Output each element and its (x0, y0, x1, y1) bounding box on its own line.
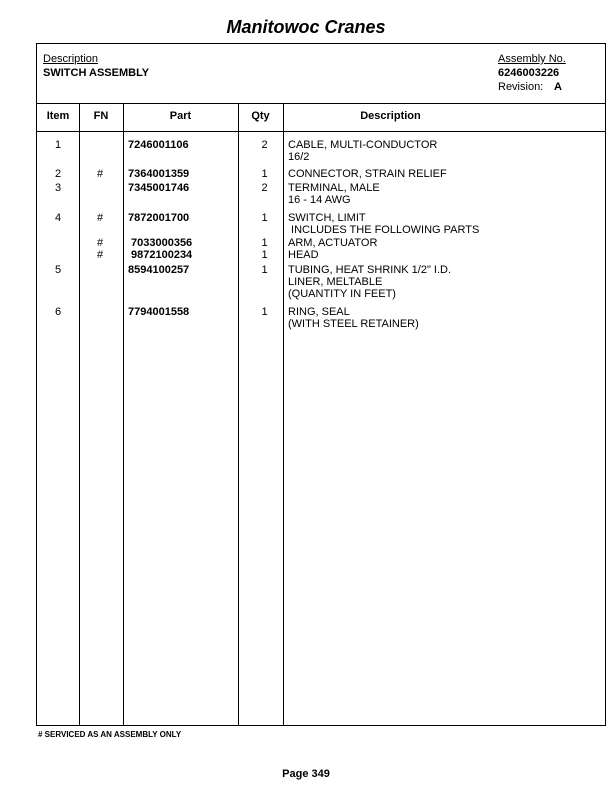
description-value: SWITCH ASSEMBLY (43, 67, 150, 79)
item-number: 3 (54, 182, 62, 194)
column-header-description: Description (360, 110, 421, 122)
description-line: SWITCH, LIMIT (288, 212, 366, 224)
description-line: CONNECTOR, STRAIN RELIEF (288, 168, 447, 180)
description-line: 16/2 (288, 151, 310, 163)
description-line: INCLUDES THE FOLLOWING PARTS (288, 224, 480, 236)
revision-value: A (554, 81, 562, 93)
quantity: 1 (261, 306, 268, 318)
assembly-no-value: 6246003226 (498, 67, 560, 79)
column-header-fn: FN (93, 110, 109, 122)
part-number: 7364001359 (128, 168, 190, 180)
assembly-no-label: Assembly No. (498, 53, 566, 65)
column-header-qty: Qty (251, 110, 270, 122)
column-divider (79, 103, 80, 725)
part-number: 7033000356 (131, 237, 193, 249)
description-line: RING, SEAL (288, 306, 350, 318)
item-number: 4 (54, 212, 62, 224)
fn-mark: # (96, 249, 104, 261)
quantity: 1 (261, 212, 268, 224)
description-line: LINER, MELTABLE (288, 276, 383, 288)
quantity: 1 (261, 264, 268, 276)
part-number: 8594100257 (128, 264, 190, 276)
fn-mark: # (96, 168, 104, 180)
part-number: 7345001746 (128, 182, 190, 194)
item-number: 1 (54, 139, 62, 151)
parts-list-frame (36, 43, 606, 726)
fn-mark: # (96, 237, 104, 249)
column-divider (238, 103, 239, 725)
description-line: (WITH STEEL RETAINER) (288, 318, 419, 330)
description-line: 16 - 14 AWG (288, 194, 351, 206)
quantity: 2 (261, 182, 268, 194)
column-divider (123, 103, 124, 725)
quantity: 1 (261, 168, 268, 180)
page-title: Manitowoc Cranes (226, 17, 386, 37)
part-number: 7872001700 (128, 212, 190, 224)
page-number: Page 349 (282, 768, 330, 780)
column-header-item: Item (46, 110, 70, 122)
description-line: CABLE, MULTI-CONDUCTOR (288, 139, 438, 151)
description-line: (QUANTITY IN FEET) (288, 288, 396, 300)
assembly-header (37, 44, 605, 104)
item-number: 5 (54, 264, 62, 276)
description-line: TERMINAL, MALE (288, 182, 380, 194)
description-line: HEAD (288, 249, 319, 261)
revision-label: Revision: (498, 81, 544, 93)
column-header-part: Part (169, 110, 192, 122)
quantity: 1 (261, 249, 268, 261)
item-number: 6 (54, 306, 62, 318)
quantity: 2 (261, 139, 268, 151)
footnote: # SERVICED AS AN ASSEMBLY ONLY (38, 730, 182, 739)
description-line: ARM, ACTUATOR (288, 237, 378, 249)
part-number: 7246001106 (128, 139, 189, 151)
column-divider (283, 103, 284, 725)
item-number: 2 (54, 168, 62, 180)
description-label: Description (43, 53, 99, 65)
fn-mark: # (96, 212, 104, 224)
part-number: 9872100234 (131, 249, 193, 261)
description-line: TUBING, HEAT SHRINK 1/2" I.D. (288, 264, 452, 276)
part-number: 7794001558 (128, 306, 190, 318)
quantity: 1 (261, 237, 268, 249)
